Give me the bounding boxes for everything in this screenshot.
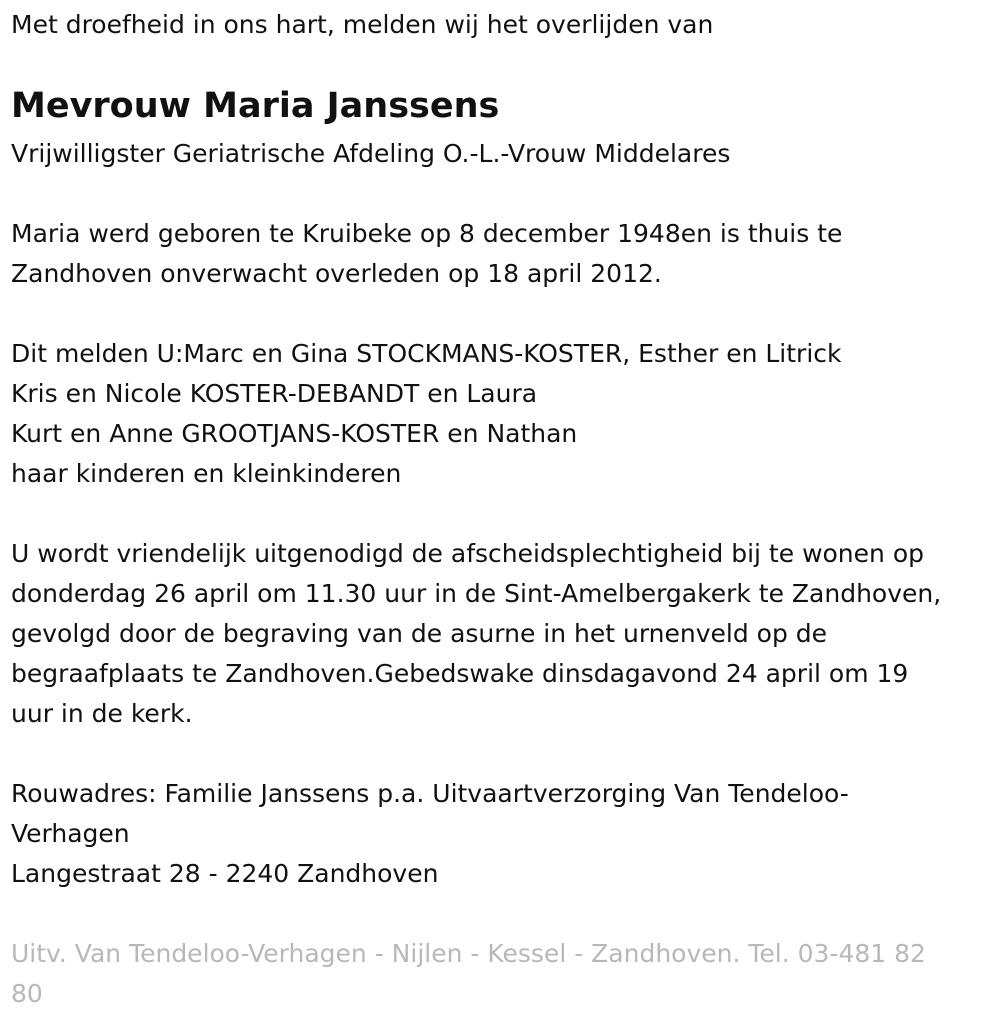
paragraph-line: U wordt vriendelijk uitgenodigd de afscheidsplechtigheid bij te wonen op — [11, 539, 924, 568]
funeral-home-footer — [11, 934, 926, 1014]
paragraph-line: Rouwadres: Familie Janssens p.a. Uitvaartverzorging Van Tendeloo- — [11, 779, 849, 808]
intro-line: Met droefheid in ons hart, melden wij het overlijden van — [11, 10, 714, 39]
paragraph-line: gevolgd door de begraving van de asurne in het urnenveld op de — [11, 619, 828, 648]
paragraph-line: Langestraat 28 - 2240 Zandhoven — [11, 859, 439, 888]
paragraph-line: Dit melden U:Marc en Gina STOCKMANS-KOSTER, Esther en Litrick — [11, 339, 842, 368]
deceased-role — [11, 134, 730, 174]
footer-line: 80 — [11, 979, 43, 1008]
paragraph-line: begraafplaats te Zandhoven.Gebedswake dinsdagavond 24 april om 19 — [11, 659, 909, 688]
invitation-paragraph — [11, 534, 941, 734]
paragraph-line: Maria werd geboren te Kruibeke op 8 december 1948en is thuis te — [11, 219, 843, 248]
paragraph-line: Zandhoven onverwacht overleden op 18 april 2012. — [11, 259, 662, 288]
footer-line: Uitv. Van Tendeloo-Verhagen - Nijlen - Kessel - Zandhoven. Tel. 03-481 82 — [11, 939, 926, 968]
paragraph-line: Kurt en Anne GROOTJANS-KOSTER en Nathan — [11, 419, 578, 448]
role-line: Vrijwilligster Geriatrische Afdeling O.-L.-Vrouw Middelares — [11, 139, 731, 168]
paragraph-line: donderdag 26 april om 11.30 uur in de Sint-Amelbergakerk te Zandhoven, — [11, 579, 942, 608]
birth-death-paragraph — [11, 214, 842, 294]
paragraph-line: uur in de kerk. — [11, 699, 193, 728]
intro-text — [11, 5, 713, 45]
paragraph-line: haar kinderen en kleinkinderen — [11, 459, 402, 488]
family-paragraph — [11, 334, 842, 494]
address-paragraph — [11, 774, 849, 894]
paragraph-line: Verhagen — [11, 819, 130, 848]
paragraph-line: Kris en Nicole KOSTER-DEBANDT en Laura — [11, 379, 538, 408]
deceased-name: Mevrouw Maria Janssens — [11, 86, 500, 126]
